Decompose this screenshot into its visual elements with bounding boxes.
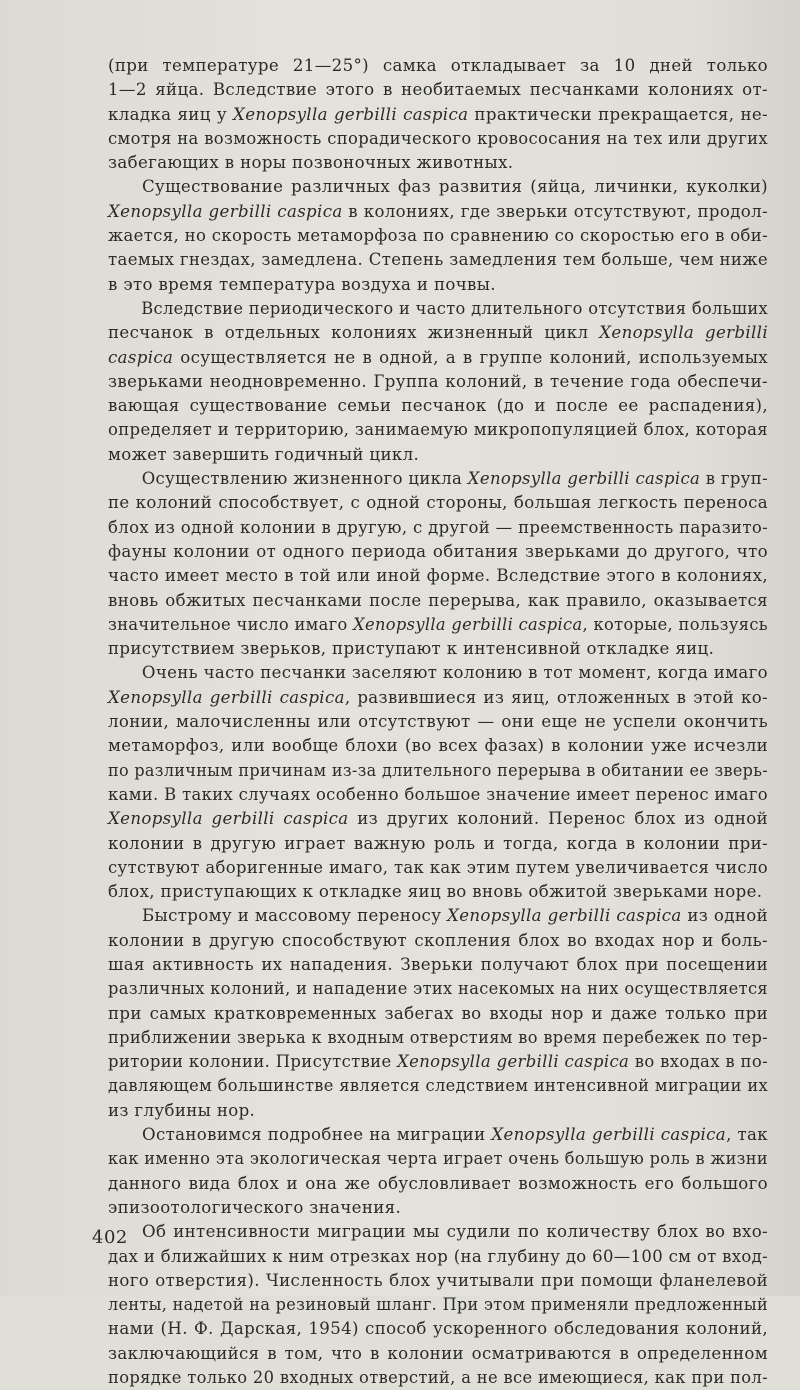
- text-line: забегающих в норы позвоночных животных.: [108, 153, 514, 173]
- text-line: при самых кратковременных забегах во входы нор и даже только при: [108, 1003, 768, 1023]
- text-line: порядке только 20 входных отверстий, а не все имеющиеся, как при пол-: [108, 1368, 769, 1388]
- text-line: может завершить годичный цикл.: [108, 444, 420, 464]
- text-line: данного вида блох и она же обусловливает возможность его большого: [108, 1173, 768, 1193]
- text-line: 1—2 яйца. Вследствие этого в необитаемых песчанками колониях от-: [108, 80, 768, 100]
- text-line: заключающийся в том, что в колонии осматриваются в определенном: [108, 1343, 768, 1363]
- text-line: caspica осуществляется не в одной, а в группе колоний, используемых: [108, 347, 768, 367]
- text-line: смотря на возможность спорадического кровососания на тех или других: [108, 128, 769, 148]
- paragraph-2: [108, 175, 768, 296]
- text-line: давляющем большинстве является следствием интенсивной миграции их: [108, 1076, 769, 1096]
- paragraph-7: [108, 1123, 768, 1220]
- text-line: в это время температура воздуха и почвы.: [108, 274, 496, 294]
- text-line: присутствием зверьков, приступают к интенсивной откладке яиц.: [108, 639, 715, 659]
- text-line: песчанок в отдельных колониях жизненный цикл Xenopsylla gerbilli: [108, 323, 769, 343]
- text-line: метаморфоз, или вообще блохи (во всех фазах) в колонии уже исчезли: [108, 736, 768, 756]
- paragraph-8: [108, 1220, 768, 1390]
- text-line: фауны колонии от одного периода обитания зверьками до другого, что: [108, 541, 768, 561]
- text-line: сутствуют аборигенные имаго, так как этим путем увеличивается число: [108, 857, 769, 877]
- text-line: таемых гнездах, замедлена. Степень замедления тем больше, чем ниже: [108, 250, 768, 270]
- text-line: кладка яиц у Xenopsylla gerbilli caspica практически прекращается, не-: [108, 104, 769, 124]
- text-line: эпизоотологического значения.: [108, 1197, 402, 1217]
- text-line: вновь обжитых песчанками после перерыва, как правило, оказывается: [108, 590, 768, 610]
- text-line: пе колоний способствует, с одной стороны, большая легкость переноса: [108, 493, 768, 513]
- text-line: как именно эта экологическая черта играет очень большую роль в жизни: [108, 1149, 768, 1169]
- text-line: Xenopsylla gerbilli caspica в колониях, где зверьки отсутствуют, продол-: [108, 201, 768, 221]
- text-line: Существование различных фаз развития (яйца, личинки, куколки): [142, 177, 768, 197]
- text-line: ного отверстия). Численность блох учитывали при помощи фланелевой: [108, 1270, 768, 1290]
- text-line: по различным причинам из-за длительного перерыва в обитании ее зверь-: [108, 760, 768, 780]
- text-line: колонии в другую играет важную роль и тогда, когда в колонии при-: [108, 833, 768, 853]
- text-line: Осуществлению жизненного цикла Xenopsylla gerbilli caspica в груп-: [141, 469, 769, 489]
- text-line: Остановимся подробнее на миграции Xenopsylla gerbilli caspica, так: [142, 1125, 768, 1145]
- text-line: нами (Н. Ф. Дарская, 1954) способ ускоренного обследования колоний,: [108, 1319, 768, 1339]
- text-line: ленты, надетой на резиновый шланг. При этом применяли предложенный: [108, 1295, 768, 1315]
- text-line: ками. В таких случаях особенно большое значение имеет перенос имаго: [108, 784, 769, 804]
- paragraph-4: [108, 467, 768, 661]
- text-line: приближении зверька к входным отверстиям во время перебежек по тер-: [108, 1027, 769, 1047]
- text-line: жается, но скорость метаморфоза по сравнению со скоростью его в оби-: [108, 226, 769, 246]
- paragraph-1: [108, 54, 768, 175]
- text-line: шая активность их нападения. Зверьки получают блох при посещении: [108, 954, 768, 974]
- body-text: [108, 54, 768, 1390]
- text-line: вающая существование семьи песчанок (до и после ее распадения),: [108, 396, 768, 416]
- text-line: лонии, малочисленны или отсутствуют — они еще не успели окончить: [108, 712, 768, 732]
- paragraph-6: [108, 904, 768, 1123]
- text-line: из глубины нор.: [108, 1100, 256, 1120]
- text-line: часто имеет место в той или иной форме. Вследствие этого в колониях,: [108, 566, 768, 586]
- text-line: различных колоний, и нападение этих насекомых на них осуществляется: [108, 979, 768, 999]
- text-line: зверьками неодновременно. Группа колоний, в течение года обеспечи-: [108, 371, 768, 391]
- text-line: Xenopsylla gerbilli caspica, развившиеся из яиц, отложенных в этой ко-: [108, 687, 768, 707]
- text-line: (при температуре 21—25°) самка откладывает за 10 дней только: [108, 56, 768, 75]
- text-line: определяет и территорию, занимаемую микропопуляцией блох, которая: [108, 420, 769, 440]
- text-line: колонии в другую способствуют скопления блох во входах нор и боль-: [108, 930, 768, 950]
- text-line: Очень часто песчанки заселяют колонию в тот момент, когда имаго: [141, 663, 768, 683]
- text-line: значительное число имаго Xenopsylla gerbilli caspica, которые, пользуясь: [108, 614, 768, 634]
- text-line: Быстрому и массовому переносу Xenopsylla gerbilli caspica из одной: [142, 906, 768, 926]
- page-number: 402: [92, 1227, 128, 1248]
- text-line: блох из одной колонии в другую, с другой — преемственность паразито-: [108, 517, 769, 537]
- text-line: блох, приступающих к откладке яиц во вновь обжитой зверьками норе.: [108, 882, 763, 902]
- text-line: Вследствие периодического и часто длительного отсутствия больших: [141, 298, 769, 318]
- text-line: дах и ближайших к ним отрезках нор (на глубину до 60—100 см от вход-: [108, 1246, 769, 1266]
- paragraph-3: [108, 297, 768, 467]
- text-line: Об интенсивности миграции мы судили по количеству блох во вхо-: [142, 1222, 768, 1242]
- text-line: ритории колонии. Присутствие Xenopsylla gerbilli caspica во входах в по-: [108, 1052, 768, 1072]
- paragraph-5: [108, 661, 768, 904]
- text-line: Xenopsylla gerbilli caspica из других колоний. Перенос блох из одной: [108, 809, 768, 829]
